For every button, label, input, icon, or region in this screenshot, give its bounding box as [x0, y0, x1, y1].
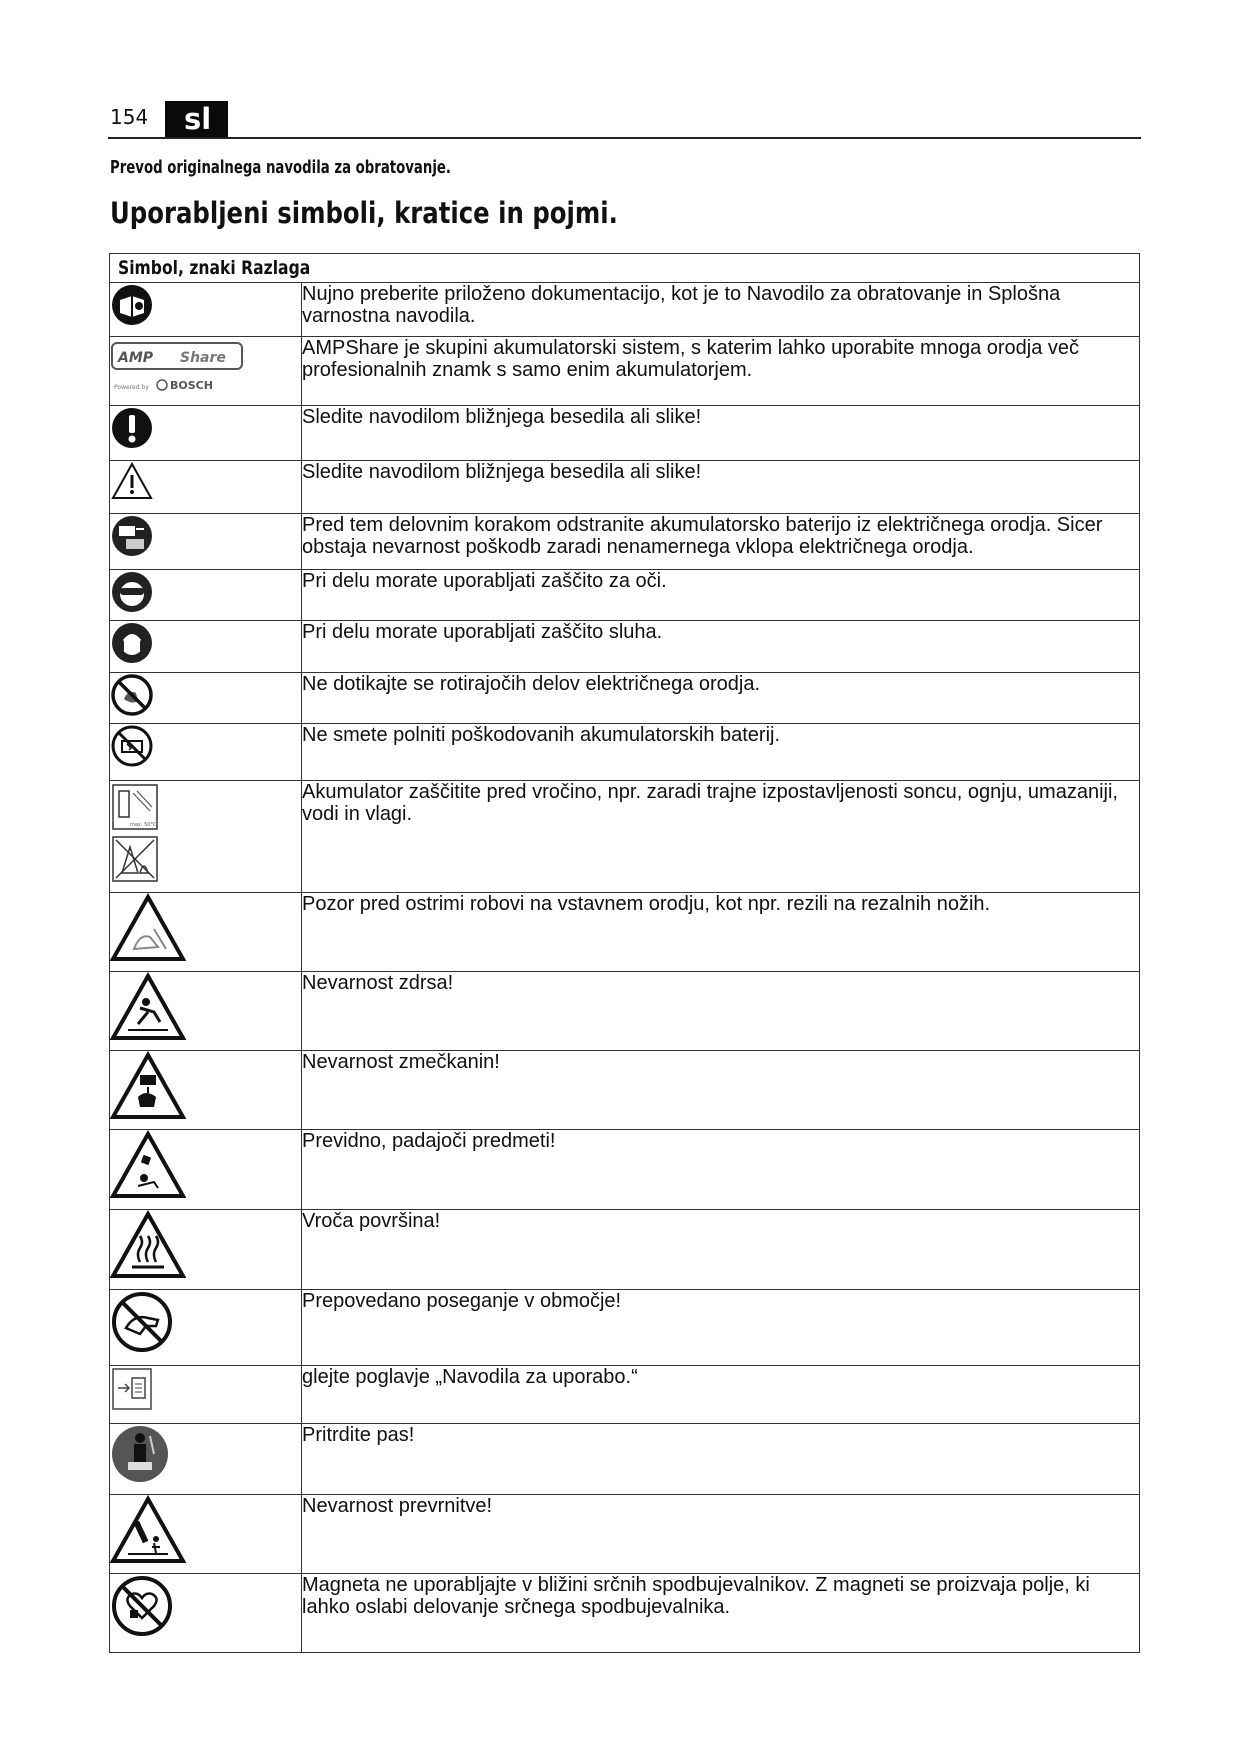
table-row — [110, 1366, 1140, 1424]
symbol-cell — [110, 724, 302, 781]
page-number: 154 — [110, 105, 149, 129]
description-cell: Pred tem delovnim korakom odstranite akumulatorsko baterijo iz električnega orodja. Sicer obstaja nevarnost poškodb zaradi nenamernega vklopa električnega orodja. — [302, 514, 1140, 570]
symbol-cell — [110, 1290, 302, 1366]
description-cell: Previdno, padajoči predmeti! — [302, 1130, 1140, 1210]
table-header: Simbol, znaki Razlaga — [110, 254, 1140, 283]
symbol-cell — [110, 1495, 302, 1574]
description-cell: Magneta ne uporabljajte v bližini srčnih spodbujevalnikov. Z magneti se proizvaja polje, ki lahko oslabi delovanje srčnega spodbujevalnika. — [302, 1574, 1140, 1653]
max-temp-label: max. 50°C — [130, 822, 157, 828]
description-cell: Sledite navodilom bližnjega besedila ali slike! — [302, 461, 1140, 514]
table-row — [110, 1495, 1140, 1574]
table-row — [110, 1210, 1140, 1290]
symbol-cell — [110, 1424, 302, 1495]
symbol-cell — [110, 514, 302, 570]
language-tab: sl — [165, 101, 228, 138]
table-row — [110, 893, 1140, 972]
hot-surface-icon — [110, 1210, 186, 1280]
table-row — [110, 283, 1140, 337]
sharp-edges-warning-icon — [110, 893, 186, 963]
falling-objects-icon — [110, 1130, 186, 1200]
table-row — [110, 1130, 1140, 1210]
description-cell: AMPShare je skupini akumulatorski sistem, s katerim lahko uporabite mnoga orodja več profesionalnih znamk s samo enim akumulatorjem. — [302, 337, 1140, 406]
table-row — [110, 406, 1140, 461]
svg-text:BOSCH: BOSCH — [170, 379, 213, 392]
no-pacemaker-icon — [110, 1574, 174, 1638]
symbol-cell — [110, 972, 302, 1051]
see-chapter-icon — [110, 1366, 154, 1412]
description-cell: Sledite navodilom bližnjega besedila ali slike! — [302, 406, 1140, 461]
tipping-hazard-icon — [110, 1495, 186, 1565]
table-row — [110, 621, 1140, 673]
description-cell: Pri delu morate uporabljati zaščito sluha. — [302, 621, 1140, 673]
exclamation-icon — [110, 406, 154, 450]
description-cell: Nevarnost zmečkanin! — [302, 1051, 1140, 1130]
svg-text:Share: Share — [180, 350, 226, 366]
read-manual-icon — [110, 283, 154, 327]
symbol-cell — [110, 1051, 302, 1130]
slip-hazard-icon — [110, 972, 186, 1042]
description-cell: Ne smete polniti poškodovanih akumulatorskih baterij. — [302, 724, 1140, 781]
symbol-cell — [110, 893, 302, 972]
crushing-hazard-icon — [110, 1051, 186, 1121]
table-row — [110, 673, 1140, 724]
table-row — [110, 570, 1140, 621]
page-title: Uporabljeni simboli, kratice in pojmi. — [110, 196, 618, 230]
remove-battery-icon — [110, 514, 154, 558]
description-cell: Nujno preberite priloženo dokumentacijo, kot je to Navodilo za obratovanje in Splošna varnostna navodila. — [302, 283, 1140, 337]
battery-heat-protection-icon — [110, 781, 160, 885]
hearing-protection-icon — [110, 621, 154, 665]
description-cell: Nevarnost prevrnitve! — [302, 1495, 1140, 1574]
no-reaching-icon — [110, 1290, 174, 1354]
symbol-cell — [110, 337, 302, 406]
symbols-table — [109, 253, 1140, 1653]
symbol-cell — [110, 1130, 302, 1210]
description-cell: Pozor pred ostrimi robovi na vstavnem orodju, kot npr. rezili na rezalnih nožih. — [302, 893, 1140, 972]
description-cell: Vroča površina! — [302, 1210, 1140, 1290]
symbol-cell — [110, 1574, 302, 1653]
eye-protection-icon — [110, 570, 154, 614]
table-row — [110, 1290, 1140, 1366]
symbol-cell — [110, 781, 302, 893]
table-row — [110, 781, 1140, 893]
table-row — [110, 972, 1140, 1051]
symbol-cell — [110, 406, 302, 461]
table-row — [110, 514, 1140, 570]
warning-triangle-icon — [110, 461, 154, 501]
document-subtitle: Prevod originalnega navodila za obratovanje. — [110, 157, 451, 178]
table-row — [110, 724, 1140, 781]
description-cell: Pritrdite pas! — [302, 1424, 1140, 1495]
description-cell: Akumulator zaščitite pred vročino, npr. zaradi trajne izpostavljenosti soncu, ognju, umazaniji, vodi in vlagi. — [302, 781, 1140, 893]
fasten-belt-icon — [110, 1424, 170, 1484]
svg-text:AMP: AMP — [118, 350, 154, 366]
symbol-cell — [110, 673, 302, 724]
symbol-cell — [110, 1366, 302, 1424]
description-cell: Nevarnost zdrsa! — [302, 972, 1140, 1051]
table-row — [110, 1424, 1140, 1495]
table-row — [110, 1051, 1140, 1130]
table-row — [110, 1574, 1140, 1653]
description-cell: Ne dotikajte se rotirajočih delov električnega orodja. — [302, 673, 1140, 724]
no-charge-damaged-battery-icon — [110, 724, 154, 768]
header-rule — [108, 137, 1141, 139]
svg-text:Powered by: Powered by — [114, 384, 149, 391]
table-row — [110, 461, 1140, 514]
no-touch-rotating-icon — [110, 673, 154, 717]
table-row — [110, 337, 1140, 406]
description-cell: Prepovedano poseganje v območje! — [302, 1290, 1140, 1366]
symbol-cell — [110, 283, 302, 337]
ampshare-logo-icon — [110, 337, 250, 395]
description-cell: Pri delu morate uporabljati zaščito za oči. — [302, 570, 1140, 621]
symbol-cell — [110, 1210, 302, 1290]
symbol-cell — [110, 461, 302, 514]
symbol-cell — [110, 621, 302, 673]
symbol-cell — [110, 570, 302, 621]
description-cell: glejte poglavje „Navodila za uporabo.“ — [302, 1366, 1140, 1424]
table-header-row — [110, 254, 1140, 283]
